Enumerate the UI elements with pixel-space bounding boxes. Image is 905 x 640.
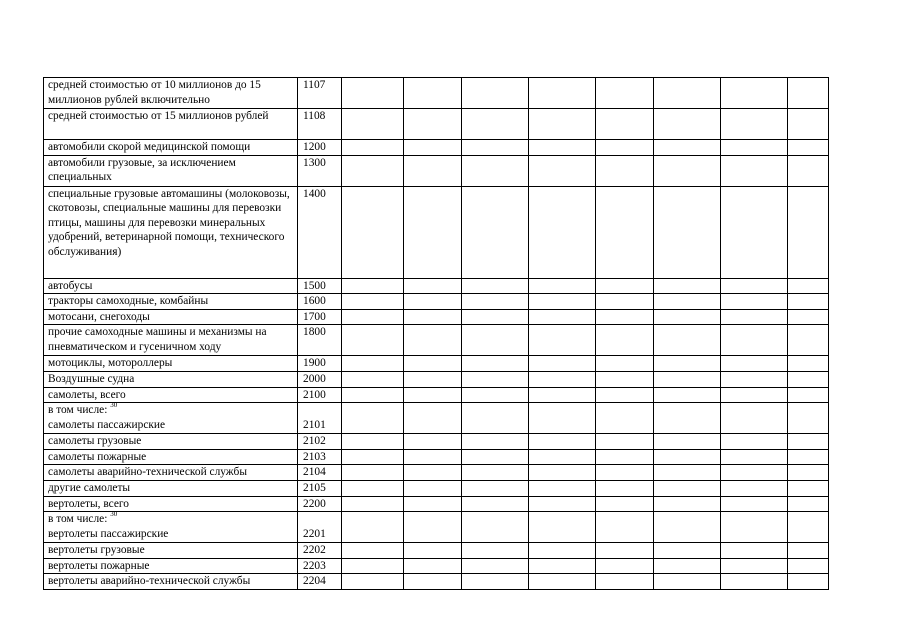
row-code-cell	[298, 278, 342, 294]
row-name-text: автомобили грузовые, за исключением специальных	[48, 156, 236, 184]
value-cell[interactable]	[342, 512, 404, 543]
row-code-cell	[298, 449, 342, 465]
row-name-text: самолеты аварийно-технической службы	[48, 466, 247, 479]
value-cell[interactable]	[654, 371, 721, 387]
value-cell[interactable]	[342, 558, 404, 574]
value-cell[interactable]	[342, 325, 404, 356]
value-cell[interactable]	[462, 574, 529, 590]
table-row	[44, 465, 829, 481]
row-code: 2204	[303, 575, 326, 588]
value-cell[interactable]	[721, 78, 788, 109]
value-cell[interactable]	[462, 356, 529, 372]
row-code-cell	[298, 309, 342, 325]
row-code-cell	[298, 543, 342, 559]
value-cell[interactable]	[342, 480, 404, 496]
value-cell[interactable]	[654, 309, 721, 325]
value-cell[interactable]	[462, 543, 529, 559]
value-cell[interactable]	[788, 543, 829, 559]
value-cell[interactable]	[788, 356, 829, 372]
value-cell[interactable]	[596, 480, 654, 496]
value-cell[interactable]	[788, 574, 829, 590]
row-name-cell	[44, 387, 298, 403]
row-name-cell	[44, 325, 298, 356]
table-row	[44, 109, 829, 140]
footnote-marker: 30	[110, 511, 118, 519]
value-cell[interactable]	[404, 480, 462, 496]
value-cell[interactable]	[788, 294, 829, 310]
row-name-cell	[44, 78, 298, 109]
value-cell[interactable]	[529, 387, 596, 403]
value-cell[interactable]	[529, 403, 596, 434]
row-name-text: Воздушные судна	[48, 372, 135, 385]
value-cell[interactable]	[721, 356, 788, 372]
value-cell[interactable]	[596, 574, 654, 590]
value-cell[interactable]	[788, 325, 829, 356]
row-name-cell	[44, 434, 298, 450]
row-code-cell	[298, 356, 342, 372]
row-name-text: мотосани, снегоходы	[48, 310, 150, 323]
row-code-cell	[298, 155, 342, 186]
row-code: 2200	[303, 497, 326, 510]
value-cell[interactable]	[342, 449, 404, 465]
value-cell[interactable]	[788, 371, 829, 387]
value-cell[interactable]	[404, 356, 462, 372]
value-cell[interactable]	[654, 325, 721, 356]
row-code-cell	[298, 186, 342, 278]
value-cell[interactable]	[404, 465, 462, 481]
row-name-cell	[44, 155, 298, 186]
value-cell[interactable]	[788, 434, 829, 450]
value-cell[interactable]	[788, 465, 829, 481]
value-cell[interactable]	[596, 155, 654, 186]
value-cell[interactable]	[529, 78, 596, 109]
value-cell[interactable]	[654, 109, 721, 140]
row-name-cell	[44, 186, 298, 278]
value-cell[interactable]	[342, 109, 404, 140]
value-cell[interactable]	[404, 387, 462, 403]
value-cell[interactable]	[529, 543, 596, 559]
value-cell[interactable]	[654, 140, 721, 156]
row-name-cell	[44, 403, 298, 434]
value-cell[interactable]	[654, 574, 721, 590]
value-cell[interactable]	[529, 449, 596, 465]
value-cell[interactable]	[721, 278, 788, 294]
value-cell[interactable]	[721, 294, 788, 310]
row-name-text: автобусы	[48, 279, 93, 292]
row-name-prefix	[48, 512, 297, 527]
value-cell[interactable]	[404, 294, 462, 310]
value-cell[interactable]	[462, 403, 529, 434]
value-cell[interactable]	[529, 496, 596, 512]
row-code-cell	[298, 465, 342, 481]
row-code: 1107	[303, 79, 326, 91]
value-cell[interactable]	[462, 278, 529, 294]
value-cell[interactable]	[721, 140, 788, 156]
table-row	[44, 78, 829, 109]
table-row	[44, 309, 829, 325]
value-cell[interactable]	[462, 309, 529, 325]
value-cell[interactable]	[342, 140, 404, 156]
row-name-text: вертолеты пассажирские	[48, 527, 169, 540]
row-name-cell	[44, 465, 298, 481]
value-cell[interactable]	[596, 543, 654, 559]
row-name-cell	[44, 278, 298, 294]
value-cell[interactable]	[404, 434, 462, 450]
value-cell[interactable]	[529, 558, 596, 574]
value-cell[interactable]	[721, 512, 788, 543]
row-code: 1600	[303, 295, 326, 308]
value-cell[interactable]	[721, 558, 788, 574]
value-cell[interactable]	[529, 512, 596, 543]
value-cell[interactable]	[596, 465, 654, 481]
value-cell[interactable]	[342, 403, 404, 434]
value-cell[interactable]	[529, 465, 596, 481]
prefix-text: в том числе:	[48, 513, 108, 526]
row-code: 1200	[303, 141, 326, 153]
value-cell[interactable]	[529, 574, 596, 590]
value-cell[interactable]	[404, 574, 462, 590]
row-code: 1800	[303, 326, 326, 339]
row-code: 1700	[303, 310, 326, 323]
value-cell[interactable]	[596, 512, 654, 543]
row-code-cell	[298, 403, 342, 434]
row-code-cell	[298, 496, 342, 512]
value-cell[interactable]	[788, 512, 829, 543]
value-cell[interactable]	[404, 78, 462, 109]
value-cell[interactable]	[342, 387, 404, 403]
value-cell[interactable]	[462, 465, 529, 481]
row-name-text: мотоциклы, мотороллеры	[48, 357, 173, 370]
value-cell[interactable]	[721, 371, 788, 387]
footnote-marker: 30	[110, 402, 118, 410]
value-cell[interactable]	[462, 325, 529, 356]
value-cell[interactable]	[721, 496, 788, 512]
value-cell[interactable]	[529, 371, 596, 387]
row-code: 2105	[303, 481, 326, 494]
value-cell[interactable]	[342, 465, 404, 481]
value-cell[interactable]	[721, 309, 788, 325]
value-cell[interactable]	[788, 449, 829, 465]
value-cell[interactable]	[404, 558, 462, 574]
value-cell[interactable]	[788, 140, 829, 156]
row-code: 1900	[303, 357, 326, 370]
value-cell[interactable]	[721, 480, 788, 496]
row-name-text: автомобили скорой медицинской помощи	[48, 141, 251, 153]
value-cell[interactable]	[404, 371, 462, 387]
report-table	[43, 77, 829, 590]
value-cell[interactable]	[529, 140, 596, 156]
value-cell[interactable]	[342, 155, 404, 186]
value-cell[interactable]	[721, 325, 788, 356]
value-cell[interactable]	[654, 480, 721, 496]
value-cell[interactable]	[342, 543, 404, 559]
value-cell[interactable]	[596, 309, 654, 325]
value-cell[interactable]	[596, 403, 654, 434]
value-cell[interactable]	[596, 356, 654, 372]
value-cell[interactable]	[462, 434, 529, 450]
value-cell[interactable]	[654, 449, 721, 465]
row-name-text: вертолеты, всего	[48, 497, 129, 510]
value-cell[interactable]	[529, 278, 596, 294]
table-row	[44, 574, 829, 590]
value-cell[interactable]	[654, 387, 721, 403]
value-cell[interactable]	[788, 387, 829, 403]
value-cell[interactable]	[404, 109, 462, 140]
value-cell[interactable]	[788, 278, 829, 294]
value-cell[interactable]	[529, 325, 596, 356]
value-cell[interactable]	[788, 186, 829, 278]
table-row	[44, 496, 829, 512]
table-row	[44, 480, 829, 496]
value-cell[interactable]	[404, 140, 462, 156]
row-name-text: самолеты грузовые	[48, 435, 142, 448]
value-cell[interactable]	[596, 278, 654, 294]
value-cell[interactable]	[721, 465, 788, 481]
value-cell[interactable]	[788, 78, 829, 109]
table-row	[44, 403, 829, 434]
row-code: 2100	[303, 388, 326, 401]
row-code: 1500	[303, 279, 326, 292]
value-cell[interactable]	[342, 434, 404, 450]
value-cell[interactable]	[404, 325, 462, 356]
table-row	[44, 278, 829, 294]
value-cell[interactable]	[342, 574, 404, 590]
row-code: 2101	[303, 418, 326, 431]
row-name-text: вертолеты грузовые	[48, 544, 145, 557]
row-code: 1108	[303, 110, 326, 122]
value-cell[interactable]	[462, 449, 529, 465]
value-cell[interactable]	[462, 186, 529, 278]
row-name-cell	[44, 480, 298, 496]
row-name-cell	[44, 109, 298, 140]
value-cell[interactable]	[462, 387, 529, 403]
value-cell[interactable]	[596, 186, 654, 278]
row-code-cell	[298, 434, 342, 450]
value-cell[interactable]	[342, 309, 404, 325]
table-row	[44, 140, 829, 156]
value-cell[interactable]	[654, 403, 721, 434]
value-cell[interactable]	[404, 449, 462, 465]
table-row	[44, 543, 829, 559]
value-cell[interactable]	[462, 294, 529, 310]
row-name-cell	[44, 449, 298, 465]
value-cell[interactable]	[342, 78, 404, 109]
row-code-cell	[298, 109, 342, 140]
value-cell[interactable]	[462, 155, 529, 186]
value-cell[interactable]	[596, 371, 654, 387]
value-cell[interactable]	[654, 78, 721, 109]
value-cell[interactable]	[721, 449, 788, 465]
value-cell[interactable]	[788, 155, 829, 186]
row-name-prefix	[48, 403, 297, 418]
row-name-text: самолеты, всего	[48, 388, 126, 401]
row-code-cell	[298, 325, 342, 356]
table-row	[44, 512, 829, 543]
row-code-cell	[298, 294, 342, 310]
table-row	[44, 356, 829, 372]
value-cell[interactable]	[596, 140, 654, 156]
row-code: 2104	[303, 466, 326, 479]
table-row	[44, 387, 829, 403]
value-cell[interactable]	[462, 78, 529, 109]
table-row	[44, 155, 829, 186]
value-cell[interactable]	[654, 558, 721, 574]
table-row	[44, 186, 829, 278]
row-code-cell	[298, 480, 342, 496]
value-cell[interactable]	[596, 294, 654, 310]
value-cell[interactable]	[788, 480, 829, 496]
value-cell[interactable]	[788, 558, 829, 574]
value-cell[interactable]	[404, 278, 462, 294]
value-cell[interactable]	[529, 294, 596, 310]
row-name-text: вертолеты пожарные	[48, 559, 150, 572]
row-name-cell	[44, 371, 298, 387]
row-code: 2201	[303, 527, 326, 540]
table-row	[44, 449, 829, 465]
row-name-text: прочие самоходные машины и механизмы на пневматическом и гусеничном ходу	[48, 326, 267, 353]
value-cell[interactable]	[654, 278, 721, 294]
value-cell[interactable]	[529, 480, 596, 496]
value-cell[interactable]	[404, 512, 462, 543]
value-cell[interactable]	[654, 155, 721, 186]
row-code: 2202	[303, 544, 326, 557]
row-name-text: тракторы самоходные, комбайны	[48, 295, 209, 308]
value-cell[interactable]	[721, 109, 788, 140]
value-cell[interactable]	[596, 434, 654, 450]
row-name-text: средней стоимостью от 10 миллионов до 15 миллионов рублей включительно	[48, 79, 261, 106]
row-code: 2103	[303, 450, 326, 463]
value-cell[interactable]	[529, 434, 596, 450]
value-cell[interactable]	[788, 109, 829, 140]
value-cell[interactable]	[462, 558, 529, 574]
value-cell[interactable]	[404, 309, 462, 325]
row-name-cell	[44, 558, 298, 574]
value-cell[interactable]	[721, 574, 788, 590]
row-code-cell	[298, 387, 342, 403]
value-cell[interactable]	[654, 434, 721, 450]
value-cell[interactable]	[788, 403, 829, 434]
value-cell[interactable]	[654, 186, 721, 278]
value-cell[interactable]	[404, 403, 462, 434]
table-row	[44, 558, 829, 574]
row-name-text: специальные грузовые автомашины (молоковозы, скотовозы, специальные машины для перевозки птицы, машины для перевозки минеральных удобрений, ветеринарной помощи, технического обслуживания)	[48, 187, 290, 258]
row-name-cell	[44, 309, 298, 325]
value-cell[interactable]	[596, 449, 654, 465]
value-cell[interactable]	[654, 543, 721, 559]
row-code-cell	[298, 140, 342, 156]
value-cell[interactable]	[529, 186, 596, 278]
value-cell[interactable]	[654, 294, 721, 310]
row-name-cell	[44, 294, 298, 310]
row-code-cell	[298, 512, 342, 543]
value-cell[interactable]	[404, 496, 462, 512]
row-code: 1300	[303, 156, 326, 169]
value-cell[interactable]	[342, 278, 404, 294]
row-code-cell	[298, 558, 342, 574]
value-cell[interactable]	[462, 496, 529, 512]
value-cell[interactable]	[462, 480, 529, 496]
row-code-cell	[298, 78, 342, 109]
row-code: 2102	[303, 435, 326, 448]
value-cell[interactable]	[596, 558, 654, 574]
value-cell[interactable]	[342, 294, 404, 310]
value-cell[interactable]	[404, 186, 462, 278]
value-cell[interactable]	[596, 387, 654, 403]
row-name-cell	[44, 140, 298, 156]
value-cell[interactable]	[404, 543, 462, 559]
table-row	[44, 325, 829, 356]
value-cell[interactable]	[721, 434, 788, 450]
value-cell[interactable]	[342, 356, 404, 372]
row-name-cell	[44, 574, 298, 590]
value-cell[interactable]	[654, 356, 721, 372]
value-cell[interactable]	[654, 496, 721, 512]
row-name-cell	[44, 496, 298, 512]
value-cell[interactable]	[342, 496, 404, 512]
row-name-text: вертолеты аварийно-технической службы	[48, 575, 251, 588]
row-name-text: другие самолеты	[48, 481, 131, 494]
row-name-cell	[44, 512, 298, 543]
value-cell[interactable]	[529, 356, 596, 372]
value-cell[interactable]	[654, 465, 721, 481]
table-row	[44, 294, 829, 310]
value-cell[interactable]	[462, 512, 529, 543]
row-code: 2203	[303, 559, 326, 572]
value-cell[interactable]	[529, 155, 596, 186]
row-code-cell	[298, 574, 342, 590]
value-cell[interactable]	[596, 109, 654, 140]
row-name-cell	[44, 543, 298, 559]
row-code-cell	[298, 371, 342, 387]
row-name-text: самолеты пожарные	[48, 450, 147, 463]
value-cell[interactable]	[596, 325, 654, 356]
value-cell[interactable]	[404, 155, 462, 186]
row-name-text: самолеты пассажирские	[48, 418, 166, 431]
value-cell[interactable]	[721, 403, 788, 434]
value-cell[interactable]	[721, 543, 788, 559]
row-name-text: средней стоимостью от 15 миллионов рублей	[48, 110, 269, 122]
table-row	[44, 371, 829, 387]
value-cell[interactable]	[654, 512, 721, 543]
prefix-text: в том числе:	[48, 404, 108, 417]
value-cell[interactable]	[462, 109, 529, 140]
value-cell[interactable]	[788, 309, 829, 325]
row-code: 2000	[303, 372, 326, 385]
value-cell[interactable]	[788, 496, 829, 512]
value-cell[interactable]	[342, 186, 404, 278]
value-cell[interactable]	[596, 496, 654, 512]
value-cell[interactable]	[462, 371, 529, 387]
value-cell[interactable]	[342, 371, 404, 387]
value-cell[interactable]	[721, 186, 788, 278]
value-cell[interactable]	[462, 140, 529, 156]
value-cell[interactable]	[529, 109, 596, 140]
value-cell[interactable]	[721, 387, 788, 403]
row-code: 1400	[303, 187, 326, 200]
value-cell[interactable]	[529, 309, 596, 325]
table-row	[44, 434, 829, 450]
value-cell[interactable]	[721, 155, 788, 186]
row-name-cell	[44, 356, 298, 372]
value-cell[interactable]	[596, 78, 654, 109]
